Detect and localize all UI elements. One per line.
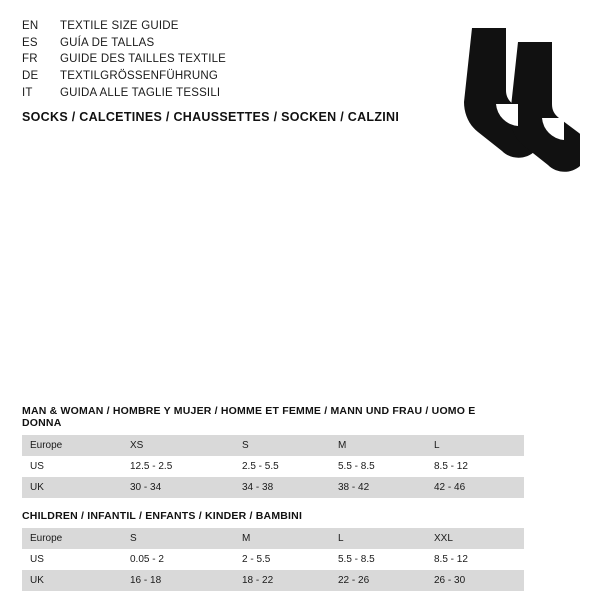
socks-illustration bbox=[400, 20, 580, 180]
cell-value: 5.5 - 8.5 bbox=[330, 456, 426, 477]
cell-region: US bbox=[22, 456, 122, 477]
language-row-en bbox=[22, 18, 382, 35]
language-text-en: TEXTILE SIZE GUIDE bbox=[60, 20, 179, 32]
cell-value: 12.5 - 2.5 bbox=[122, 456, 234, 477]
cell-value: 0.05 - 2 bbox=[122, 549, 234, 570]
cell-region: Europe bbox=[22, 528, 122, 549]
adult-section-title: MAN & WOMAN / HOMBRE Y MUJER / HOMME ET FEMME / MANN UND FRAU / UOMO E DONNA bbox=[22, 405, 476, 429]
cell-region: US bbox=[22, 549, 122, 570]
cell-value: 8.5 - 12 bbox=[426, 549, 524, 570]
language-row-it bbox=[22, 85, 382, 102]
table-row bbox=[22, 549, 524, 570]
cell-value: M bbox=[234, 528, 330, 549]
language-code-en: EN bbox=[22, 20, 39, 32]
cell-value: 8.5 - 12 bbox=[426, 456, 524, 477]
product-category-title: SOCKS / CALCETINES / CHAUSSETTES / SOCKEN / CALZINI bbox=[22, 110, 400, 124]
cell-value: 16 - 18 bbox=[122, 570, 234, 591]
cell-value: XS bbox=[122, 435, 234, 456]
cell-value: 5.5 - 8.5 bbox=[330, 549, 426, 570]
language-code-fr: FR bbox=[22, 53, 38, 66]
language-code-es: ES bbox=[22, 36, 38, 49]
cell-value: 26 - 30 bbox=[426, 570, 524, 591]
cell-value: XXL bbox=[426, 528, 524, 549]
cell-value: 38 - 42 bbox=[330, 477, 426, 498]
cell-region: Europe bbox=[22, 435, 122, 456]
cell-value: L bbox=[426, 435, 524, 456]
language-text-de: TEXTILGRÖSSENFÜHRUNG bbox=[60, 70, 218, 83]
cell-value: 2 - 5.5 bbox=[234, 549, 330, 570]
language-row-es bbox=[22, 35, 382, 52]
table-row bbox=[22, 570, 524, 591]
table-row bbox=[22, 435, 524, 456]
cell-region: UK bbox=[22, 570, 122, 591]
table-row bbox=[22, 456, 524, 477]
cell-value: 2.5 - 5.5 bbox=[234, 456, 330, 477]
language-text-fr: GUIDE DES TAILLES TEXTILE bbox=[60, 53, 227, 66]
language-code-de: DE bbox=[22, 70, 39, 83]
adult-size-table bbox=[22, 435, 524, 498]
cell-value: 42 - 46 bbox=[426, 477, 524, 498]
cell-value: 30 - 34 bbox=[122, 477, 234, 498]
language-text-it: GUIDA ALLE TAGLIE TESSILI bbox=[60, 86, 221, 99]
table-row bbox=[22, 477, 524, 498]
cell-value: 18 - 22 bbox=[234, 570, 330, 591]
language-row-de bbox=[22, 68, 382, 85]
language-list bbox=[22, 18, 382, 101]
children-section-title: CHILDREN / INFANTIL / ENFANTS / KINDER / BAMBINI bbox=[22, 510, 303, 522]
language-code-it: IT bbox=[22, 86, 33, 99]
cell-value: 22 - 26 bbox=[330, 570, 426, 591]
cell-value: L bbox=[330, 528, 426, 549]
language-row-fr bbox=[22, 51, 382, 68]
cell-value: S bbox=[122, 528, 234, 549]
cell-region: UK bbox=[22, 477, 122, 498]
language-text-es: GUÍA DE TALLAS bbox=[60, 36, 155, 49]
children-size-table bbox=[22, 528, 524, 591]
children-size-section bbox=[22, 510, 484, 591]
cell-value: S bbox=[234, 435, 330, 456]
cell-value: 34 - 38 bbox=[234, 477, 330, 498]
cell-value: M bbox=[330, 435, 426, 456]
adult-size-section bbox=[22, 405, 484, 498]
table-row bbox=[22, 528, 524, 549]
